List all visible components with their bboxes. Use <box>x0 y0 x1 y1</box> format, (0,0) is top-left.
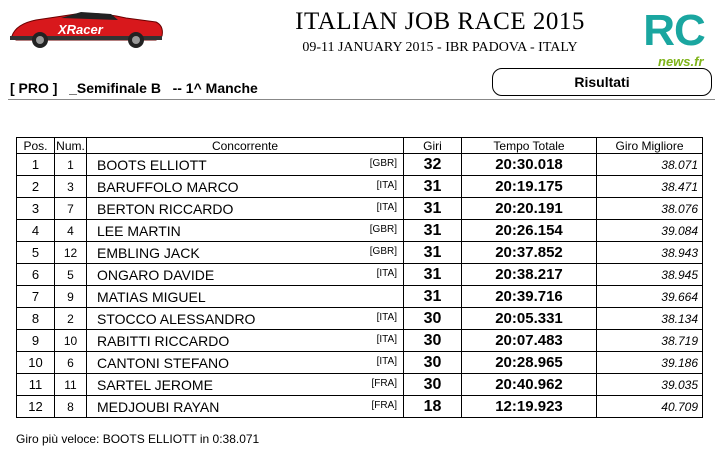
cell-num <box>55 396 87 418</box>
cell-num-text: 4 <box>67 223 74 238</box>
cell-best-lap <box>597 330 703 352</box>
cell-laps <box>404 308 462 330</box>
cell-pos <box>17 242 55 264</box>
cell-num <box>55 374 87 396</box>
header-driver: Concorrente <box>87 138 404 154</box>
cell-total-time <box>462 286 597 308</box>
cell-best-lap <box>597 154 703 176</box>
cell-best-lap-text: 39.035 <box>661 377 698 392</box>
cell-best-lap-text: 38.071 <box>661 157 698 172</box>
cell-best-lap <box>597 396 703 418</box>
results-label: Risultati <box>492 68 712 96</box>
cell-best-lap-text: 38.471 <box>661 179 698 194</box>
cell-pos-text: 7 <box>31 289 40 304</box>
header-num: Num. <box>56 138 85 153</box>
cell-pos <box>17 308 55 330</box>
cell-best-lap-text: 39.664 <box>661 289 698 304</box>
cell-total-time <box>462 264 597 286</box>
table-row <box>17 176 703 198</box>
cell-driver-text: CANTONI STEFANO <box>97 354 229 371</box>
cell-num-text: 2 <box>67 311 74 326</box>
cell-pos-text: 12 <box>28 399 43 414</box>
cell-num <box>55 198 87 220</box>
header-total-time: Tempo Totale <box>462 138 597 154</box>
cell-best-lap-text: 38.945 <box>661 267 698 282</box>
cell-num <box>55 220 87 242</box>
cell-total-time <box>462 220 597 242</box>
cell-pos <box>17 286 55 308</box>
cell-pos-text: 11 <box>28 377 43 392</box>
cell-driver-text: BERTON RICCARDO <box>97 200 234 217</box>
cell-laps <box>404 176 462 198</box>
cell-driver-text: MEDJOUBI RAYAN <box>97 398 220 415</box>
cell-driver-text: STOCCO ALESSANDRO <box>97 310 256 327</box>
table-row <box>17 220 703 242</box>
cell-driver <box>87 330 404 352</box>
xracer-logo <box>6 6 166 50</box>
cell-laps-text: 31 <box>423 287 442 305</box>
cell-driver <box>87 154 404 176</box>
cell-laps-text: 18 <box>423 397 442 415</box>
cell-pos <box>17 264 55 286</box>
cell-num-text: 6 <box>67 355 74 370</box>
cell-driver <box>87 374 404 396</box>
cell-best-lap-text: 40.709 <box>661 399 698 414</box>
table-row <box>17 352 703 374</box>
cell-total-time <box>462 154 597 176</box>
cell-best-lap <box>597 308 703 330</box>
cell-nationality: [FRA] <box>371 378 397 389</box>
cell-best-lap <box>597 242 703 264</box>
cell-best-lap <box>597 264 703 286</box>
cell-num-text: 5 <box>67 267 74 282</box>
cell-nationality: [ITA] <box>376 268 397 279</box>
cell-laps-text: 31 <box>423 221 442 239</box>
cell-driver <box>87 308 404 330</box>
cell-pos <box>17 154 55 176</box>
table-row <box>17 198 703 220</box>
cell-laps <box>404 352 462 374</box>
cell-nationality: [ITA] <box>376 202 397 213</box>
cell-pos <box>17 374 55 396</box>
cell-laps-text: 30 <box>423 375 442 393</box>
xracer-logo-text: XRacer <box>58 22 103 37</box>
cell-driver-text: EMBLING JACK <box>97 244 200 261</box>
cell-nationality: [GBR] <box>369 158 397 169</box>
cell-laps <box>404 242 462 264</box>
cell-pos <box>17 176 55 198</box>
cell-driver-text: BARUFFOLO MARCO <box>97 178 239 195</box>
rcnews-logo-main: RC <box>643 6 705 55</box>
table-row <box>17 242 703 264</box>
cell-total-time <box>462 308 597 330</box>
cell-best-lap <box>597 374 703 396</box>
fastest-lap-note: Giro più veloce: BOOTS ELLIOTT in 0:38.071 <box>16 432 260 446</box>
cell-num <box>55 286 87 308</box>
table-row <box>17 330 703 352</box>
cell-num <box>55 242 87 264</box>
header-pos: Pos. <box>17 138 55 154</box>
cell-total-time <box>462 242 597 264</box>
cell-laps-text: 31 <box>423 243 442 261</box>
table-row <box>17 374 703 396</box>
cell-best-lap-text: 38.719 <box>661 333 698 348</box>
cell-driver <box>87 176 404 198</box>
cell-pos <box>17 330 55 352</box>
event-title: ITALIAN JOB RACE 2015 <box>295 8 585 35</box>
cell-num-text: 9 <box>67 289 74 304</box>
table-header-row <box>17 138 703 154</box>
cell-driver <box>87 264 404 286</box>
cell-total-time-text: 20:37.852 <box>495 244 563 261</box>
cell-nationality: [ITA] <box>376 312 397 323</box>
header-best-lap: Giro Migliore <box>597 138 703 154</box>
cell-num-text: 3 <box>67 179 74 194</box>
cell-laps-text: 32 <box>423 155 442 173</box>
cell-best-lap <box>597 176 703 198</box>
cell-driver <box>87 220 404 242</box>
cell-total-time <box>462 374 597 396</box>
cell-laps-text: 31 <box>423 199 442 217</box>
cell-best-lap <box>597 352 703 374</box>
cell-nationality: [FRA] <box>371 400 397 411</box>
cell-laps-text: 30 <box>423 353 442 371</box>
cell-pos-text: 8 <box>31 311 40 326</box>
cell-driver-text: SARTEL JEROME <box>97 376 213 393</box>
cell-laps <box>404 220 462 242</box>
cell-laps-text: 30 <box>423 309 442 327</box>
cell-num-text: 8 <box>67 399 74 414</box>
cell-driver <box>87 242 404 264</box>
cell-nationality: [GBR] <box>369 224 397 235</box>
rcnews-logo <box>634 6 714 72</box>
cell-num <box>55 352 87 374</box>
cell-total-time-text: 20:26.154 <box>495 222 563 239</box>
table-row <box>17 264 703 286</box>
cell-total-time-text: 20:38.217 <box>495 266 563 283</box>
cell-num-text: 10 <box>63 333 78 348</box>
cell-total-time <box>462 330 597 352</box>
cell-laps-text: 31 <box>423 177 442 195</box>
cell-pos <box>17 352 55 374</box>
cell-num <box>55 176 87 198</box>
cell-total-time-text: 20:20.191 <box>495 200 563 217</box>
cell-num <box>55 330 87 352</box>
cell-best-lap <box>597 286 703 308</box>
cell-pos <box>17 220 55 242</box>
rcnews-logo-sub: news.fr <box>658 54 704 69</box>
cell-driver-text: BOOTS ELLIOTT <box>97 156 207 173</box>
cell-laps <box>404 374 462 396</box>
cell-driver-text: RABITTI RICCARDO <box>97 332 230 349</box>
cell-best-lap <box>597 198 703 220</box>
table-row <box>17 286 703 308</box>
cell-driver <box>87 396 404 418</box>
cell-driver <box>87 352 404 374</box>
cell-nationality: [GBR] <box>369 246 397 257</box>
cell-pos-text: 10 <box>28 355 43 370</box>
header-laps: Giri <box>404 138 462 154</box>
session-label: [ PRO ] _Semifinale B -- 1^ Manche <box>10 80 258 96</box>
cell-pos-text: 2 <box>31 179 40 194</box>
cell-total-time-text: 20:30.018 <box>495 156 563 173</box>
cell-driver <box>87 198 404 220</box>
table-row <box>17 308 703 330</box>
cell-pos <box>17 396 55 418</box>
cell-laps <box>404 286 462 308</box>
cell-pos <box>17 198 55 220</box>
cell-num <box>55 154 87 176</box>
event-subtitle: 09-11 JANUARY 2015 - IBR PADOVA - ITALY <box>302 40 578 55</box>
cell-pos-text: 4 <box>31 223 40 238</box>
cell-total-time-text: 12:19.923 <box>495 398 563 415</box>
cell-num-text: 12 <box>63 245 78 260</box>
cell-total-time-text: 20:39.716 <box>495 288 563 305</box>
cell-total-time <box>462 396 597 418</box>
table-row <box>17 396 703 418</box>
cell-total-time-text: 20:40.962 <box>495 376 563 393</box>
cell-best-lap-text: 38.076 <box>661 201 698 216</box>
cell-total-time <box>462 198 597 220</box>
cell-total-time-text: 20:07.483 <box>495 332 563 349</box>
cell-num-text: 7 <box>67 201 74 216</box>
cell-total-time <box>462 176 597 198</box>
cell-total-time <box>462 352 597 374</box>
cell-driver-text: LEE MARTIN <box>97 222 181 239</box>
cell-nationality: [ITA] <box>376 334 397 345</box>
cell-driver-text: MATIAS MIGUEL <box>97 288 206 305</box>
cell-best-lap-text: 39.084 <box>661 223 698 238</box>
results-table <box>16 137 703 418</box>
cell-pos-text: 6 <box>31 267 40 282</box>
cell-laps <box>404 154 462 176</box>
cell-num-text: 11 <box>64 377 77 392</box>
cell-pos-text: 3 <box>31 201 40 216</box>
cell-laps <box>404 264 462 286</box>
cell-best-lap-text: 38.943 <box>661 245 698 260</box>
cell-laps <box>404 198 462 220</box>
cell-laps-text: 31 <box>423 265 442 283</box>
cell-driver-text: ONGARO DAVIDE <box>97 266 215 283</box>
cell-pos-text: 5 <box>31 245 40 260</box>
header-divider <box>8 99 715 100</box>
cell-num-text: 1 <box>67 157 74 172</box>
cell-total-time-text: 20:05.331 <box>495 310 563 327</box>
table-row <box>17 154 703 176</box>
cell-num <box>55 264 87 286</box>
cell-pos-text: 1 <box>31 157 40 172</box>
cell-total-time-text: 20:19.175 <box>495 178 563 195</box>
cell-pos-text: 9 <box>31 333 40 348</box>
cell-nationality: [ITA] <box>376 180 397 191</box>
cell-total-time-text: 20:28.965 <box>495 354 563 371</box>
cell-best-lap-text: 39.186 <box>661 355 698 370</box>
cell-nationality: [ITA] <box>376 356 397 367</box>
cell-laps <box>404 330 462 352</box>
cell-best-lap-text: 38.134 <box>661 311 698 326</box>
cell-laps-text: 30 <box>423 331 442 349</box>
cell-laps <box>404 396 462 418</box>
cell-driver <box>87 286 404 308</box>
cell-num <box>55 308 87 330</box>
cell-best-lap <box>597 220 703 242</box>
